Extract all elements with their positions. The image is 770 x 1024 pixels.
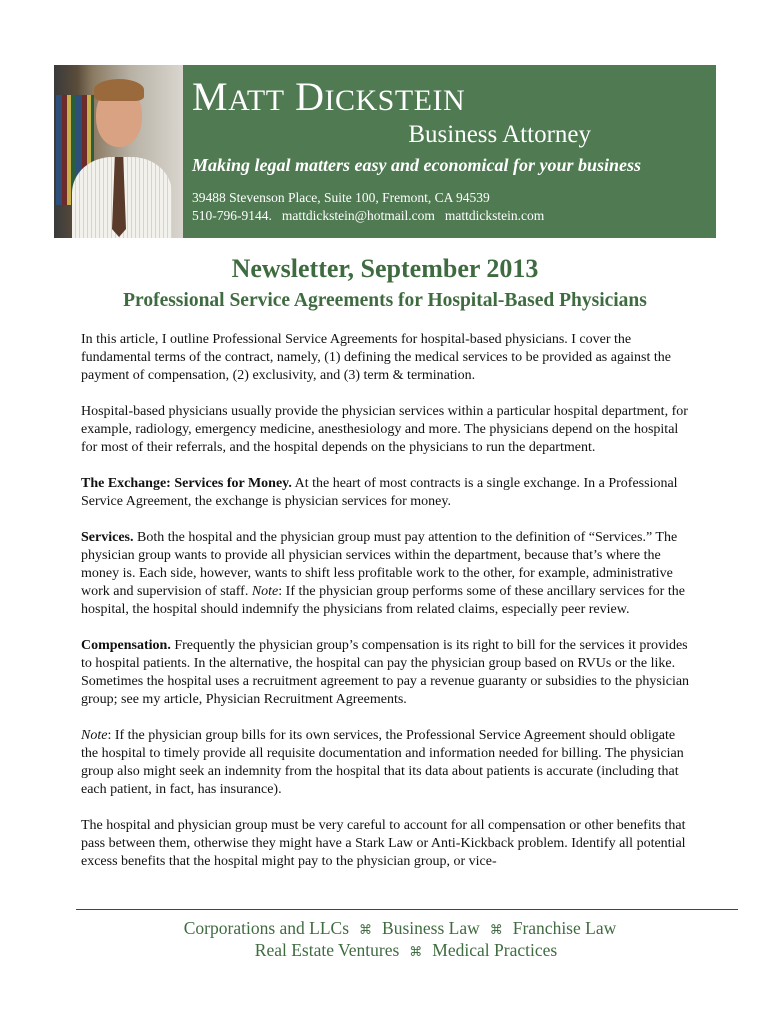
attorney-photo bbox=[54, 65, 183, 238]
attorney-name bbox=[192, 73, 465, 120]
exchange-text: At the heart of most contracts is a single exchange. In a Professional Service Agreement, the exchange is physician services for money. bbox=[81, 476, 678, 509]
paragraph-services bbox=[81, 529, 693, 619]
paragraph-compensation bbox=[81, 637, 693, 709]
paragraph-hospital-based: Hospital-based physicians usually provide the physician services within a particular hospital department, for example, radiology, emergency medicine, anesthesiology and more. The physicians depend on the hospital for most of their referrals, and the hospital depends on the physicians to run the department. bbox=[81, 404, 688, 455]
compensation-text: Frequently the physician group’s compensation is its right to bill for the services it provides to hospital patients. In the alternative, the hospital can pay the physician group based on RVUs or the like. Sometimes the hospital uses a recruitment agreement to pay a revenue guaranty or subsidies to the physician group; see my article, Physician Recruitment Agreements. bbox=[81, 638, 690, 707]
practice-business-law: Business Law bbox=[382, 918, 480, 938]
tagline: Making legal matters easy and economical for your business bbox=[192, 155, 642, 175]
services-heading: Services. bbox=[81, 530, 134, 545]
exchange-heading: The Exchange: Services for Money. bbox=[81, 476, 292, 491]
practice-franchise-law: Franchise Law bbox=[512, 918, 617, 938]
footer-divider bbox=[76, 909, 738, 910]
attorney-title: Business Attorney bbox=[408, 121, 591, 148]
hair-image bbox=[94, 79, 144, 101]
article-body bbox=[81, 331, 693, 889]
paragraph-exchange bbox=[81, 475, 693, 511]
paragraph-billing-note bbox=[81, 727, 693, 799]
name-first-rest: ATT bbox=[228, 84, 285, 117]
phone: 510-796-9144. bbox=[192, 208, 272, 223]
letterhead-banner bbox=[54, 65, 716, 238]
services-text: Both the hospital and the physician group must pay attention to the definition of “Services.” The physician group wants to provide all physician services within the department, because that’s where the money is. Each side, however, wants to shift less profitable work to the other, for example, administrative work and supervision of staff. bbox=[81, 530, 678, 599]
newsletter-title: Newsletter, September 2013 bbox=[231, 254, 539, 283]
services-note-label: Note bbox=[251, 584, 279, 599]
practice-real-estate: Real Estate Ventures bbox=[254, 940, 400, 960]
compensation-heading: Compensation. bbox=[81, 638, 171, 653]
email-link[interactable]: mattdickstein@hotmail.com bbox=[281, 208, 435, 223]
name-last-initial: D bbox=[295, 74, 325, 119]
practice-corporations: Corporations and LLCs bbox=[183, 918, 350, 938]
footer-practice-areas-2 bbox=[0, 940, 770, 961]
website-link[interactable]: mattdickstein.com bbox=[444, 208, 545, 223]
newsletter-subtitle: Professional Service Agreements for Hospital-Based Physicians bbox=[123, 290, 647, 311]
name-last-rest: ICKSTEIN bbox=[324, 84, 466, 117]
name-first-initial: M bbox=[192, 74, 229, 119]
practice-medical: Medical Practices bbox=[432, 940, 558, 960]
command-separator-icon: ⌘ bbox=[409, 944, 423, 959]
services-note-text: : If the physician group performs some of these ancillary services for the hospital, the hospital should indemnify the physicians from related claims, especially peer review. bbox=[81, 584, 685, 617]
paragraph-stark-law: The hospital and physician group must be very careful to account for all compensation or other benefits that pass between them, otherwise they might have a Stark Law or Anti-Kickback problem. Identify all potential excess benefits that the hospital might pay to the physician group, or vice- bbox=[81, 818, 686, 869]
command-separator-icon: ⌘ bbox=[489, 922, 503, 937]
command-separator-icon: ⌘ bbox=[359, 922, 373, 937]
billing-note-label: Note bbox=[81, 728, 108, 743]
contact-line bbox=[192, 207, 554, 225]
billing-note-text: : If the physician group bills for its own services, the Professional Service Agreement should obligate the hospital to timely provide all requisite documentation and information needed for billing. The physician group also might seek an indemnity from the hospital that its data about patients is accurate (including that each patient, in fact, has insurance). bbox=[81, 728, 684, 797]
paragraph-intro: In this article, I outline Professional Service Agreements for hospital-based physicians. I cover the fundamental terms of the contract, namely, (1) defining the medical services to be provided as against the payment of compensation, (2) exclusivity, and (3) term & termination. bbox=[81, 332, 671, 383]
footer-practice-areas-1 bbox=[0, 918, 770, 939]
address: 39488 Stevenson Place, Suite 100, Fremont, CA 94539 bbox=[192, 190, 490, 205]
